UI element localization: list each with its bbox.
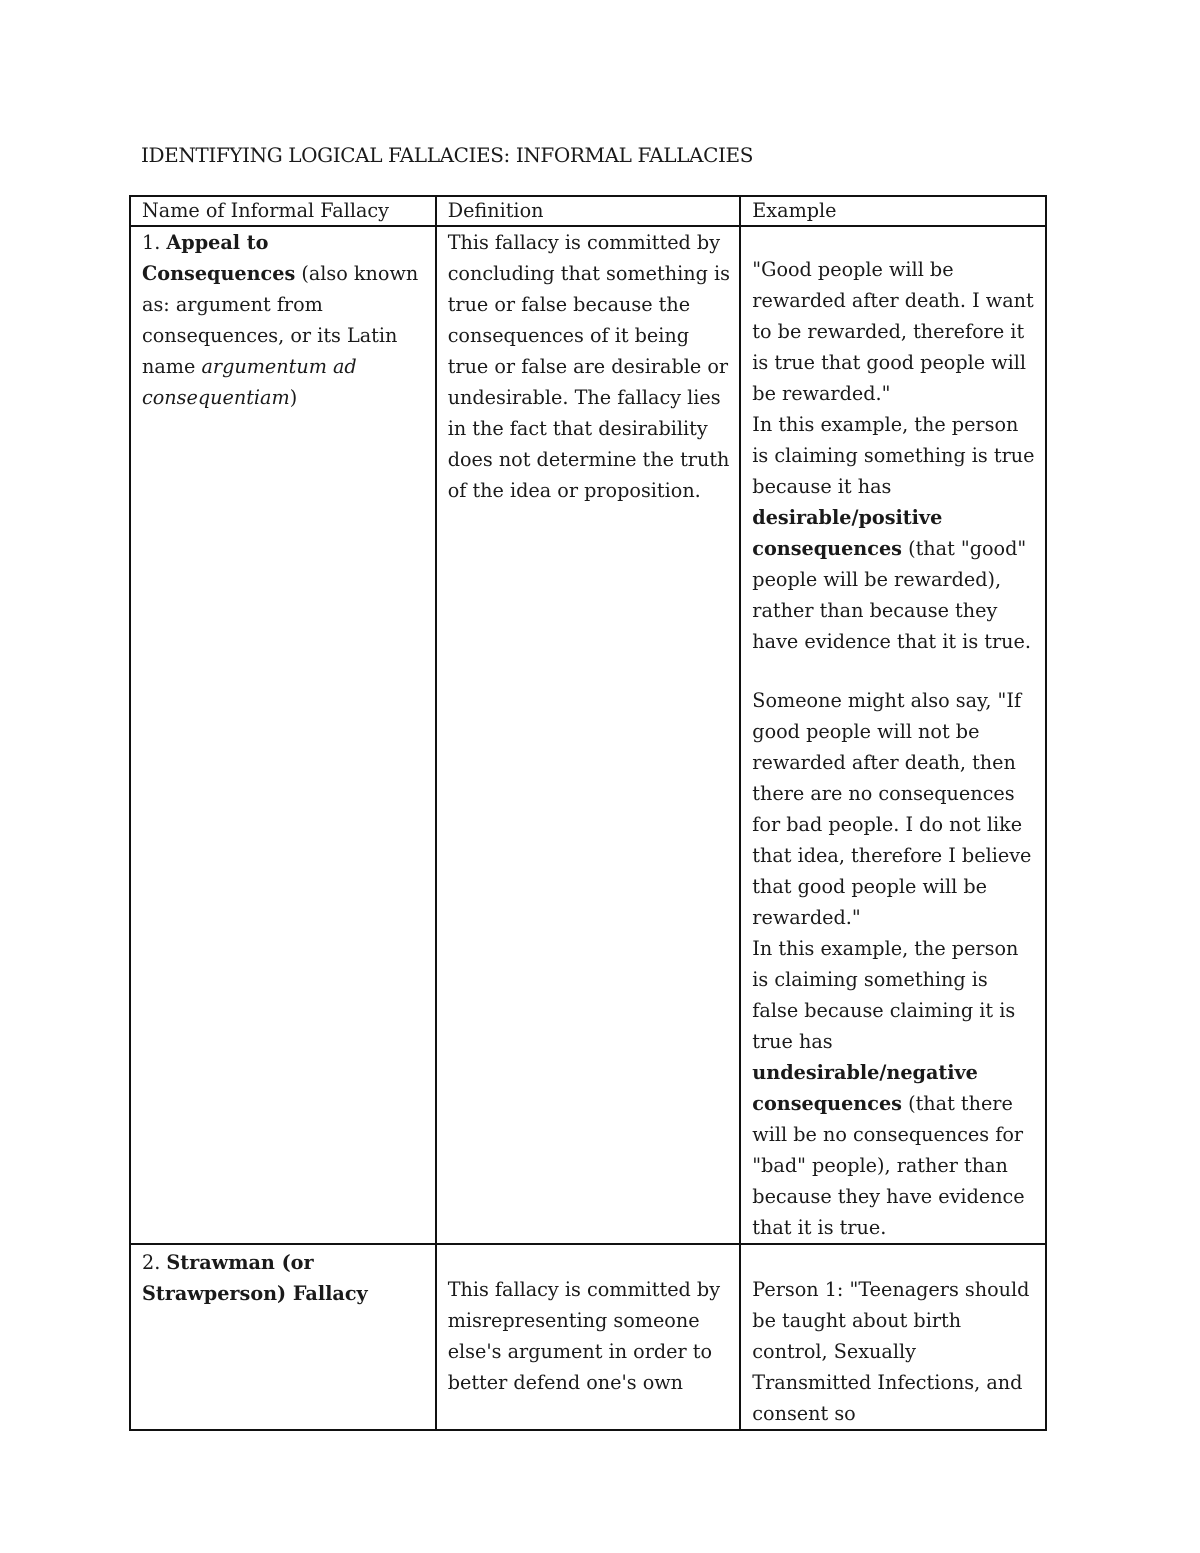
- fallacy-definition: This fallacy is committed by concluding that something is true or false because the consequences of it being true or false are desirable or undesirable. The fallacy lies in the fact that desirability does not determine the truth of the idea or proposition.: [447, 231, 730, 502]
- fallacy-example-cell: [740, 1244, 1046, 1430]
- fallacy-table: [129, 195, 1047, 1431]
- fallacy-definition-cell: [436, 226, 741, 1244]
- fallacy-definition: This fallacy is committed by misrepresenting someone else's argument in order to better defend one's own: [447, 1278, 721, 1394]
- example-explanation-2: In this example, the person is claiming something is false because claiming it is true has undesirable/negative consequences (that there will be no consequences for "bad" people), rather than because they have evidence that it is true.: [752, 937, 1025, 1239]
- example-quote-1: "Good people will be rewarded after death. I want to be rewarded, therefore it is true that good people will be rewarded.": [752, 258, 1034, 405]
- example-quote-2: Someone might also say, "If good people will not be rewarded after death, then there are no consequences for bad people. I do not like that idea, therefore I believe that good people will be rewarded.": [752, 689, 1032, 929]
- example-explanation-1: In this example, the person is claiming something is true because it has desirable/positive consequences (that "good" people will be rewarded), rather than because they have evidence that it is true.: [752, 413, 1035, 653]
- fallacy-number: 2.: [142, 1251, 161, 1274]
- fallacy-example-cell: [740, 226, 1046, 1244]
- table-header-row: [130, 196, 1046, 226]
- fallacy-definition-cell: [436, 1244, 741, 1430]
- page-title: IDENTIFYING LOGICAL FALLACIES: INFORMAL FALLACIES: [141, 143, 754, 167]
- fallacy-aka-close: ): [289, 386, 298, 409]
- header-definition: Definition: [436, 196, 741, 226]
- header-name: Name of Informal Fallacy: [130, 196, 436, 226]
- header-example: Example: [740, 196, 1046, 226]
- fallacy-aka: (also known as: argument from consequences, or its Latin name: [142, 262, 419, 378]
- fallacy-name-cell: [130, 1244, 436, 1430]
- fallacy-name: Appeal to Consequences: [142, 231, 296, 285]
- fallacy-name-cell: [130, 226, 436, 1244]
- fallacy-latin-name: argumentum ad consequentiam: [142, 355, 357, 409]
- fallacy-name: Strawman (or Strawperson) Fallacy: [142, 1251, 368, 1305]
- fallacy-number: 1.: [142, 231, 161, 254]
- table-row: [130, 226, 1046, 1244]
- fallacy-example: Person 1: "Teenagers should be taught about birth control, Sexually Transmitted Infections, and consent so: [752, 1278, 1030, 1425]
- table-row: [130, 1244, 1046, 1430]
